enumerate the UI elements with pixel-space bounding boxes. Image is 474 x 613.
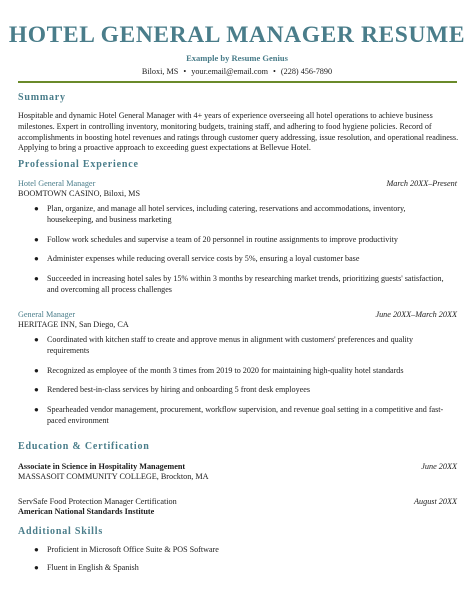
job-title: General Manager (18, 310, 76, 319)
job-bullet-list (34, 204, 444, 296)
job-company: HERITAGE INN, San Diego, CA (18, 320, 129, 329)
list-item (34, 204, 444, 226)
bullet-icon: ● (34, 385, 39, 395)
certification-issuer: American National Standards Institute (18, 507, 155, 516)
contact-separator: • (183, 67, 187, 76)
list-item (34, 335, 444, 357)
resume-title: HOTEL GENERAL MANAGER RESUME (8, 22, 466, 48)
job-bullet-list (34, 335, 444, 427)
skill-text: Fluent in English & Spanish (47, 562, 139, 572)
list-item (34, 366, 444, 377)
education-title: Associate in Science in Hospitality Management (18, 462, 186, 471)
bullet-icon: ● (34, 545, 39, 554)
list-item (34, 274, 444, 296)
resume-subtitle: Example by Resume Genius (186, 53, 288, 63)
bullet-text: Plan, organize, and manage all hotel services, including catering, reservations and accommodations, inventory, housekeeping, and business marketing (47, 204, 406, 224)
job-date: March 20XX–Present (386, 179, 457, 188)
contact-location: Biloxi, MS (141, 67, 179, 76)
summary-text: Hospitable and dynamic Hotel General Manager with 4+ years of experience overseeing all hotel operations to achieve business milestones. Expert in controlling inventory, monitoring budgets, training staff, and adhering to food hygiene policies. Record of accomplishments in boosting hotel revenues and ratings through customer query addressing, issue resolution, and operational readiness. Applying to bring a proactive approach to exceeding guest expectations at Bellevue Hotel. (18, 111, 459, 153)
list-item (34, 385, 444, 396)
header-divider (18, 81, 457, 83)
bullet-icon: ● (34, 204, 39, 213)
summary-heading: Summary (18, 92, 66, 103)
contact-line (0, 67, 474, 76)
contact-separator: • (273, 67, 276, 76)
certification-title: ServSafe Food Protection Manager Certification (18, 497, 177, 506)
list-item (34, 545, 444, 556)
bullet-text: Follow work schedules and supervise a team of 20 personnel in routine assignments to improve productivity (47, 234, 398, 244)
list-item (34, 563, 444, 574)
list-item (34, 235, 444, 246)
bullet-text: Rendered best-in-class services by hiring and onboarding 5 front desk employees (47, 385, 310, 395)
contact-phone: (228) 456-7890 (280, 67, 333, 76)
certification-date: August 20XX (414, 497, 457, 506)
education-date: June 20XX (421, 462, 457, 471)
experience-heading: Professional Experience (18, 159, 139, 170)
bullet-icon: ● (34, 254, 39, 264)
list-item (34, 254, 444, 265)
bullet-text: Succeeded in increasing hotel sales by 15% within 3 months by researching market trends, prioritizing guests' satisfaction, and overcoming all process challenges (47, 274, 444, 294)
list-item (34, 405, 444, 427)
skill-text: Proficient in Microsoft Office Suite & POS Software (47, 545, 219, 554)
bullet-icon: ● (34, 405, 39, 415)
bullet-icon: ● (34, 274, 39, 284)
bullet-icon: ● (34, 365, 39, 375)
bullet-text: Coordinated with kitchen staff to create and approve menus in alignment with customers' preferences and quality requirements (47, 335, 414, 355)
bullet-text: Recognized as employee of the month 3 times from 2019 to 2020 for maintaining high-quality hotel standards (47, 365, 404, 375)
bullet-text: Administer expenses while reducing overall service costs by 5%, ensuring a loyal customer base (47, 254, 360, 264)
education-heading: Education & Certification (18, 441, 150, 452)
contact-email: your.email@email.com (191, 67, 268, 76)
skills-list (34, 545, 444, 574)
education-institution: MASSASOIT COMMUNITY COLLEGE, Brockton, MA (18, 472, 209, 481)
bullet-icon: ● (34, 234, 39, 244)
job-company: BOOMTOWN CASINO, Biloxi, MS (18, 189, 140, 198)
bullet-text: Spearheaded vendor management, procurement, workflow supervision, and revenue goal setting in a competitive and fast-paced environment (47, 405, 444, 425)
job-date: June 20XX–March 20XX (375, 310, 457, 319)
job-title: Hotel General Manager (18, 179, 96, 188)
bullet-icon: ● (34, 562, 39, 572)
skills-heading: Additional Skills (18, 526, 104, 537)
bullet-icon: ● (34, 335, 39, 344)
